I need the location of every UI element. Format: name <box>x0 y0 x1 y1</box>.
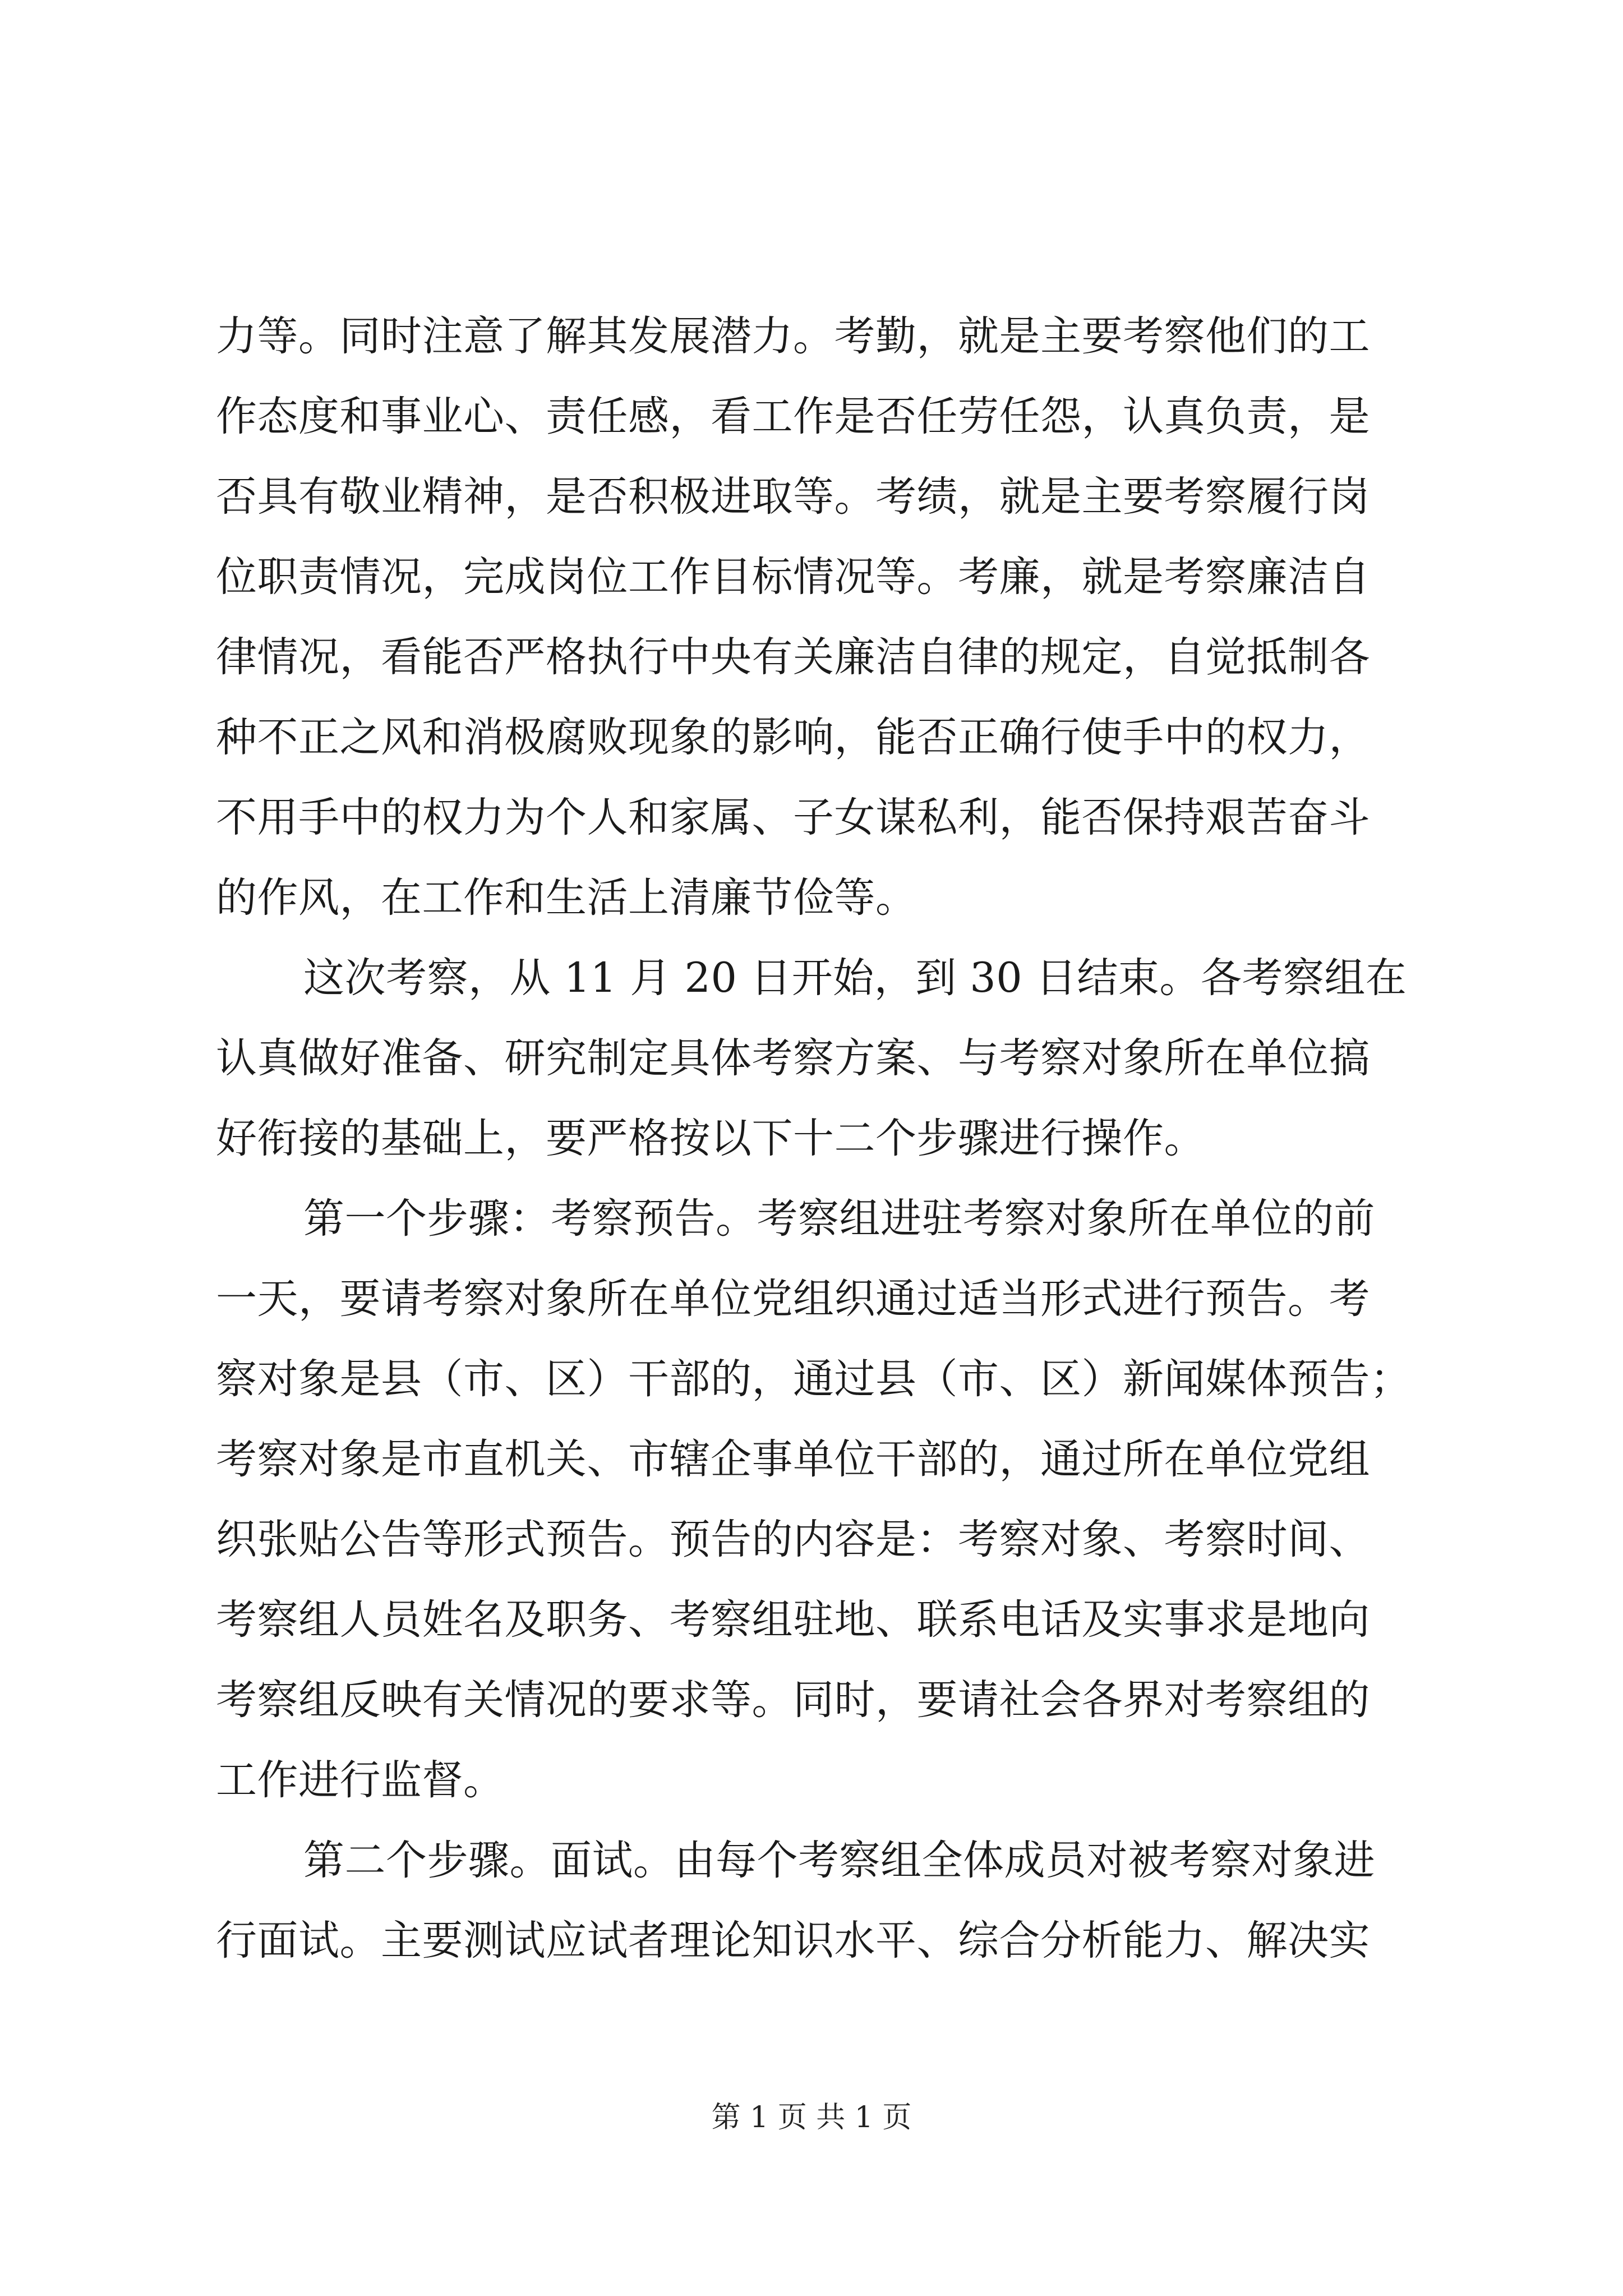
text-line: 否具有敬业精神，是否积极进取等。考绩，就是主要考察履行岗 <box>216 473 1370 521</box>
text-line: 种不正之风和消极腐败现象的影响，能否正确行使手中的权力， <box>216 714 1370 761</box>
text-line: 考察组人员姓名及职务、考察组驻地、联系电话及实事求是地向 <box>216 1596 1370 1644</box>
text-line: 不用手中的权力为个人和家属、子女谋私利，能否保持艰苦奋斗 <box>216 794 1370 841</box>
page-footer: 第 1 页 共 1 页 <box>711 2101 912 2134</box>
text-line: 考察对象是市直机关、市辖企事单位干部的，通过所在单位党组 <box>216 1435 1370 1483</box>
text-line: 一天，要请考察对象所在单位党组织通过适当形式进行预告。考 <box>216 1275 1370 1323</box>
text-line: 作态度和事业心、责任感，看工作是否任劳任怨，认真负责，是 <box>216 393 1370 440</box>
text-line: 考察组反映有关情况的要求等。同时，要请社会各界对考察组的 <box>216 1676 1370 1724</box>
text-line: 律情况，看能否严格执行中央有关廉洁自律的规定，自觉抵制各 <box>216 633 1370 681</box>
text-line: 织张贴公告等形式预告。预告的内容是：考察对象、考察时间、 <box>216 1516 1370 1563</box>
text-line: 力等。同时注意了解其发展潜力。考勤，就是主要考察他们的工 <box>216 312 1370 360</box>
text-line: 的作风，在工作和生活上清廉节俭等。 <box>216 874 917 922</box>
document-body <box>216 296 1416 1981</box>
paragraph-start-line: 第一个步骤：考察预告。考察组进驻考察对象所在单位的前 <box>303 1195 1375 1243</box>
text-line: 工作进行监督。 <box>216 1756 505 1804</box>
paragraph-start-line: 这次考察，从 11 月 20 日开始，到 30 日结束。各考察组在 <box>303 954 1407 1002</box>
text-line: 认真做好准备、研究制定具体考察方案、与考察对象所在单位搞 <box>216 1034 1370 1082</box>
text-line: 位职责情况，完成岗位工作目标情况等。考廉，就是考察廉洁自 <box>216 553 1370 601</box>
text-line: 察对象是县（市、区）干部的，通过县（市、区）新闻媒体预告； <box>216 1355 1412 1403</box>
paragraph-start-line: 第二个步骤。面试。由每个考察组全体成员对被考察对象进 <box>303 1837 1375 1884</box>
text-line: 好衔接的基础上，要严格按以下十二个步骤进行操作。 <box>216 1115 1205 1162</box>
text-line: 行面试。主要测试应试者理论知识水平、综合分析能力、解决实 <box>216 1917 1370 1964</box>
